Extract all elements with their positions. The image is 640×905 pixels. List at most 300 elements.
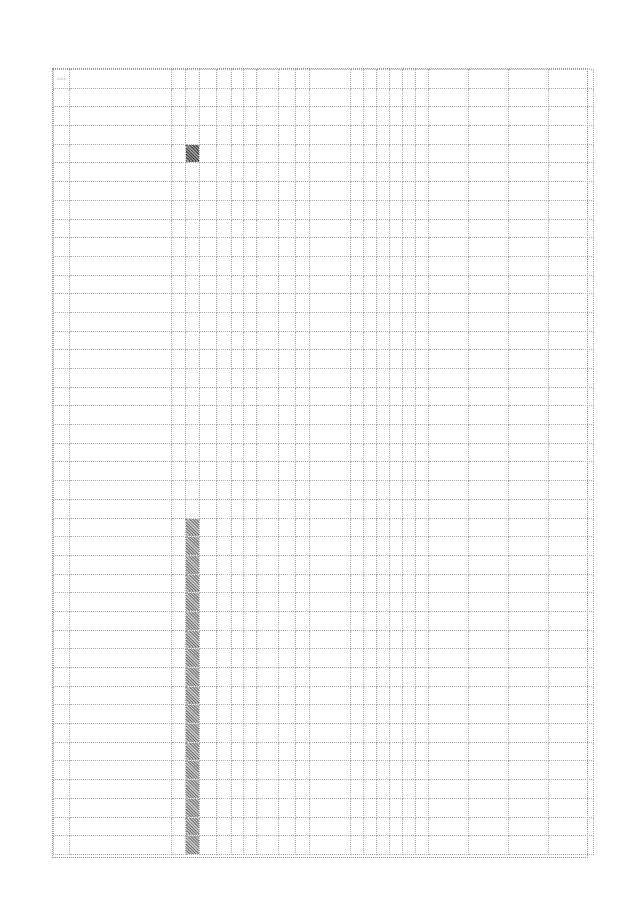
cell-qty <box>172 387 186 406</box>
cell-c6 <box>244 780 257 799</box>
table-row <box>54 780 594 799</box>
table-cell <box>429 761 469 780</box>
cell-code <box>54 593 70 612</box>
cell-c3 <box>200 144 217 163</box>
table-cell <box>429 425 469 444</box>
table-cell <box>429 219 469 238</box>
cell-c5 <box>232 163 244 182</box>
table-cell <box>403 107 416 126</box>
cell-c6 <box>244 88 257 107</box>
cell-c4 <box>217 574 232 593</box>
cell-code <box>54 294 70 313</box>
cell-c10 <box>310 312 351 331</box>
table-cell <box>364 107 377 126</box>
cell-c6 <box>244 705 257 724</box>
table-cell <box>186 350 200 369</box>
table-cell <box>351 443 364 462</box>
table-cell <box>416 294 429 313</box>
table-cell <box>509 780 549 799</box>
table-row <box>54 294 594 313</box>
cell-c10 <box>310 294 351 313</box>
cell-c10 <box>310 742 351 761</box>
cell-c10 <box>310 256 351 275</box>
table-cell <box>429 182 469 201</box>
table-cell <box>351 668 364 687</box>
table-cell <box>390 88 403 107</box>
cell-c6 <box>244 369 257 388</box>
cell-c8 <box>279 70 296 89</box>
table-cell <box>549 780 594 799</box>
cell-desc <box>70 144 172 163</box>
cell-c6 <box>244 817 257 836</box>
table-cell <box>364 144 377 163</box>
table-cell <box>186 238 200 257</box>
cell-c3 <box>200 331 217 350</box>
table-cell <box>377 182 390 201</box>
cell-qty <box>172 836 186 855</box>
table-cell <box>416 256 429 275</box>
cell-c3 <box>200 238 217 257</box>
table-row <box>54 499 594 518</box>
cell-c6 <box>244 649 257 668</box>
cell-qty <box>172 537 186 556</box>
cell-code <box>54 369 70 388</box>
table-cell <box>403 144 416 163</box>
table-body <box>54 70 594 855</box>
table-cell <box>549 331 594 350</box>
cell-c3 <box>200 611 217 630</box>
cell-c9 <box>296 238 310 257</box>
cell-qty <box>172 630 186 649</box>
table-cell <box>469 88 509 107</box>
cell-desc <box>70 126 172 145</box>
cell-c5 <box>232 294 244 313</box>
cell-c9 <box>296 387 310 406</box>
table-cell <box>416 630 429 649</box>
cell-c5 <box>232 238 244 257</box>
table-cell <box>403 70 416 89</box>
table-cell <box>469 742 509 761</box>
table-cell <box>351 705 364 724</box>
table-cell <box>549 443 594 462</box>
cell-c3 <box>200 518 217 537</box>
table-cell <box>549 256 594 275</box>
cell-qty <box>172 144 186 163</box>
cell-code <box>54 256 70 275</box>
cell-c7 <box>257 126 279 145</box>
table-cell <box>364 574 377 593</box>
cell-c6 <box>244 761 257 780</box>
cell-code: 1.0.1 <box>54 70 70 89</box>
cell-c7 <box>257 481 279 500</box>
table-cell <box>364 780 377 799</box>
cell-c8 <box>279 836 296 855</box>
cell-qty <box>172 724 186 743</box>
cell-c8 <box>279 107 296 126</box>
cell-qty <box>172 499 186 518</box>
hatched-cell <box>186 630 200 649</box>
cell-c8 <box>279 294 296 313</box>
table-cell <box>429 742 469 761</box>
cell-desc <box>70 256 172 275</box>
table-cell <box>509 537 549 556</box>
table-cell <box>377 88 390 107</box>
cell-c5 <box>232 312 244 331</box>
cell-c6 <box>244 163 257 182</box>
table-cell <box>549 817 594 836</box>
table-cell <box>403 574 416 593</box>
cell-c5 <box>232 462 244 481</box>
table-cell <box>549 126 594 145</box>
cell-c8 <box>279 761 296 780</box>
cell-c8 <box>279 163 296 182</box>
table-cell <box>390 780 403 799</box>
table-cell <box>469 294 509 313</box>
cell-c8 <box>279 387 296 406</box>
table-cell <box>403 163 416 182</box>
cell-c10 <box>310 369 351 388</box>
cell-c4 <box>217 238 232 257</box>
cell-c3 <box>200 462 217 481</box>
table-cell <box>469 126 509 145</box>
table-cell <box>377 144 390 163</box>
table-cell <box>509 219 549 238</box>
cell-c4 <box>217 668 232 687</box>
cell-code <box>54 780 70 799</box>
table-cell <box>469 499 509 518</box>
table-cell <box>351 312 364 331</box>
cell-code <box>54 144 70 163</box>
cell-c3 <box>200 369 217 388</box>
cell-c5 <box>232 499 244 518</box>
table-cell <box>364 668 377 687</box>
table-cell <box>364 275 377 294</box>
table-cell <box>549 238 594 257</box>
cell-qty <box>172 462 186 481</box>
table-row <box>54 668 594 687</box>
cell-c9 <box>296 499 310 518</box>
cell-c3 <box>200 742 217 761</box>
cell-c7 <box>257 406 279 425</box>
cell-c7 <box>257 387 279 406</box>
cell-c10 <box>310 518 351 537</box>
table-cell <box>403 256 416 275</box>
cell-c7 <box>257 555 279 574</box>
cell-c10 <box>310 219 351 238</box>
table-cell <box>377 611 390 630</box>
table-cell <box>377 200 390 219</box>
table-cell <box>364 836 377 855</box>
cell-qty <box>172 649 186 668</box>
cell-c4 <box>217 182 232 201</box>
table-cell <box>549 574 594 593</box>
table-cell <box>469 649 509 668</box>
table-cell <box>509 705 549 724</box>
cell-c7 <box>257 742 279 761</box>
cell-c3 <box>200 649 217 668</box>
table-cell <box>364 294 377 313</box>
table-cell <box>364 126 377 145</box>
cell-c8 <box>279 518 296 537</box>
table-cell <box>403 836 416 855</box>
cell-code <box>54 200 70 219</box>
cell-desc <box>70 443 172 462</box>
table-row <box>54 611 594 630</box>
table-cell <box>429 481 469 500</box>
cell-c8 <box>279 219 296 238</box>
table-row <box>54 107 594 126</box>
hatched-cell <box>186 668 200 687</box>
cell-code <box>54 88 70 107</box>
table-cell <box>377 836 390 855</box>
cell-qty <box>172 369 186 388</box>
table-cell <box>403 742 416 761</box>
cell-code <box>54 499 70 518</box>
table-cell <box>549 630 594 649</box>
table-cell <box>390 705 403 724</box>
cell-c4 <box>217 462 232 481</box>
cell-c5 <box>232 611 244 630</box>
cell-c4 <box>217 70 232 89</box>
cell-code <box>54 574 70 593</box>
table-row <box>54 387 594 406</box>
cell-c8 <box>279 369 296 388</box>
table-cell <box>403 406 416 425</box>
hatched-cell <box>186 780 200 799</box>
table-cell <box>186 331 200 350</box>
table-cell <box>377 369 390 388</box>
table-cell <box>429 275 469 294</box>
table-cell <box>186 462 200 481</box>
cell-c7 <box>257 649 279 668</box>
table-cell <box>377 294 390 313</box>
cell-qty <box>172 555 186 574</box>
cell-qty <box>172 798 186 817</box>
table-row <box>54 182 594 201</box>
table-cell <box>416 574 429 593</box>
table-cell <box>416 462 429 481</box>
cell-c6 <box>244 238 257 257</box>
cell-c9 <box>296 574 310 593</box>
table-cell <box>509 836 549 855</box>
hatched-cell <box>186 574 200 593</box>
cell-c3 <box>200 574 217 593</box>
table-cell <box>416 649 429 668</box>
cell-c6 <box>244 219 257 238</box>
table-row <box>54 144 594 163</box>
cell-c8 <box>279 668 296 687</box>
table-cell <box>377 686 390 705</box>
table-cell <box>509 761 549 780</box>
cell-code <box>54 742 70 761</box>
cell-c6 <box>244 724 257 743</box>
cell-c9 <box>296 462 310 481</box>
cell-c9 <box>296 537 310 556</box>
cell-c9 <box>296 369 310 388</box>
table-cell <box>429 312 469 331</box>
cell-c9 <box>296 182 310 201</box>
cell-c10 <box>310 88 351 107</box>
table-cell <box>390 518 403 537</box>
cell-c5 <box>232 275 244 294</box>
table-cell <box>186 443 200 462</box>
cell-c6 <box>244 499 257 518</box>
table-cell <box>390 761 403 780</box>
cell-code <box>54 107 70 126</box>
cell-desc <box>70 350 172 369</box>
table-cell <box>416 668 429 687</box>
cell-c8 <box>279 481 296 500</box>
cell-c6 <box>244 443 257 462</box>
table-cell <box>549 275 594 294</box>
cell-c9 <box>296 88 310 107</box>
table-cell <box>429 537 469 556</box>
table-cell <box>364 312 377 331</box>
table-cell <box>390 593 403 612</box>
table-row <box>54 798 594 817</box>
cell-qty <box>172 518 186 537</box>
table-cell <box>351 107 364 126</box>
table-cell <box>416 275 429 294</box>
cell-c4 <box>217 761 232 780</box>
table-cell <box>416 406 429 425</box>
cell-c6 <box>244 256 257 275</box>
cell-c8 <box>279 88 296 107</box>
cell-desc <box>70 481 172 500</box>
cell-c4 <box>217 798 232 817</box>
table-cell <box>186 70 200 89</box>
table-cell <box>416 518 429 537</box>
table-cell <box>377 238 390 257</box>
table-cell <box>509 611 549 630</box>
cell-c7 <box>257 294 279 313</box>
table-cell <box>351 256 364 275</box>
table-cell <box>390 686 403 705</box>
table-cell <box>549 369 594 388</box>
cell-c3 <box>200 294 217 313</box>
table-cell <box>429 369 469 388</box>
table-cell <box>364 481 377 500</box>
cell-c7 <box>257 331 279 350</box>
cell-desc <box>70 163 172 182</box>
cell-c5 <box>232 649 244 668</box>
table-cell <box>509 574 549 593</box>
table-cell <box>403 425 416 444</box>
table-cell <box>403 518 416 537</box>
cell-c6 <box>244 425 257 444</box>
cell-c3 <box>200 798 217 817</box>
table-cell <box>377 780 390 799</box>
cell-c5 <box>232 256 244 275</box>
cell-c8 <box>279 817 296 836</box>
cell-c10 <box>310 107 351 126</box>
cell-c9 <box>296 256 310 275</box>
table-cell <box>549 611 594 630</box>
cell-c10 <box>310 611 351 630</box>
table-cell <box>364 331 377 350</box>
cell-c10 <box>310 144 351 163</box>
cell-c6 <box>244 593 257 612</box>
cell-c3 <box>200 425 217 444</box>
table-cell <box>377 481 390 500</box>
cell-c5 <box>232 724 244 743</box>
table-cell <box>377 499 390 518</box>
cell-qty <box>172 200 186 219</box>
table-cell <box>549 144 594 163</box>
cell-c9 <box>296 836 310 855</box>
table-cell <box>390 369 403 388</box>
cell-c10 <box>310 275 351 294</box>
cell-c3 <box>200 88 217 107</box>
cell-c4 <box>217 331 232 350</box>
cell-c5 <box>232 88 244 107</box>
table-cell <box>429 256 469 275</box>
table-cell <box>469 312 509 331</box>
table-cell <box>469 70 509 89</box>
table-cell <box>403 387 416 406</box>
cell-c7 <box>257 686 279 705</box>
cell-c7 <box>257 163 279 182</box>
cell-c9 <box>296 518 310 537</box>
cell-c4 <box>217 555 232 574</box>
cell-c7 <box>257 668 279 687</box>
cell-c5 <box>232 742 244 761</box>
table-cell <box>351 163 364 182</box>
table-cell <box>429 462 469 481</box>
table-row <box>54 817 594 836</box>
table-cell <box>469 275 509 294</box>
cell-c9 <box>296 761 310 780</box>
cell-c9 <box>296 649 310 668</box>
table-cell <box>509 798 549 817</box>
table-cell <box>416 537 429 556</box>
table-cell <box>469 163 509 182</box>
cell-c5 <box>232 369 244 388</box>
table-cell <box>390 649 403 668</box>
hatched-cell <box>186 817 200 836</box>
cell-c8 <box>279 537 296 556</box>
table-cell <box>364 798 377 817</box>
table-cell <box>429 705 469 724</box>
table-cell <box>403 761 416 780</box>
table-cell <box>416 761 429 780</box>
hatched-cell <box>186 611 200 630</box>
cell-c10 <box>310 817 351 836</box>
table-cell <box>416 780 429 799</box>
cell-qty <box>172 107 186 126</box>
table-cell <box>390 742 403 761</box>
cell-c8 <box>279 649 296 668</box>
table-cell <box>351 387 364 406</box>
table-cell <box>416 182 429 201</box>
table-row <box>54 761 594 780</box>
table-cell <box>549 649 594 668</box>
table-cell <box>429 649 469 668</box>
cell-c6 <box>244 611 257 630</box>
cell-qty <box>172 312 186 331</box>
cell-qty <box>172 331 186 350</box>
cell-code <box>54 537 70 556</box>
cell-c4 <box>217 350 232 369</box>
cell-c5 <box>232 126 244 145</box>
cell-c6 <box>244 294 257 313</box>
table-cell <box>403 182 416 201</box>
table-cell <box>364 705 377 724</box>
table-cell <box>186 107 200 126</box>
table-cell <box>416 798 429 817</box>
table-cell <box>364 70 377 89</box>
cell-c6 <box>244 387 257 406</box>
